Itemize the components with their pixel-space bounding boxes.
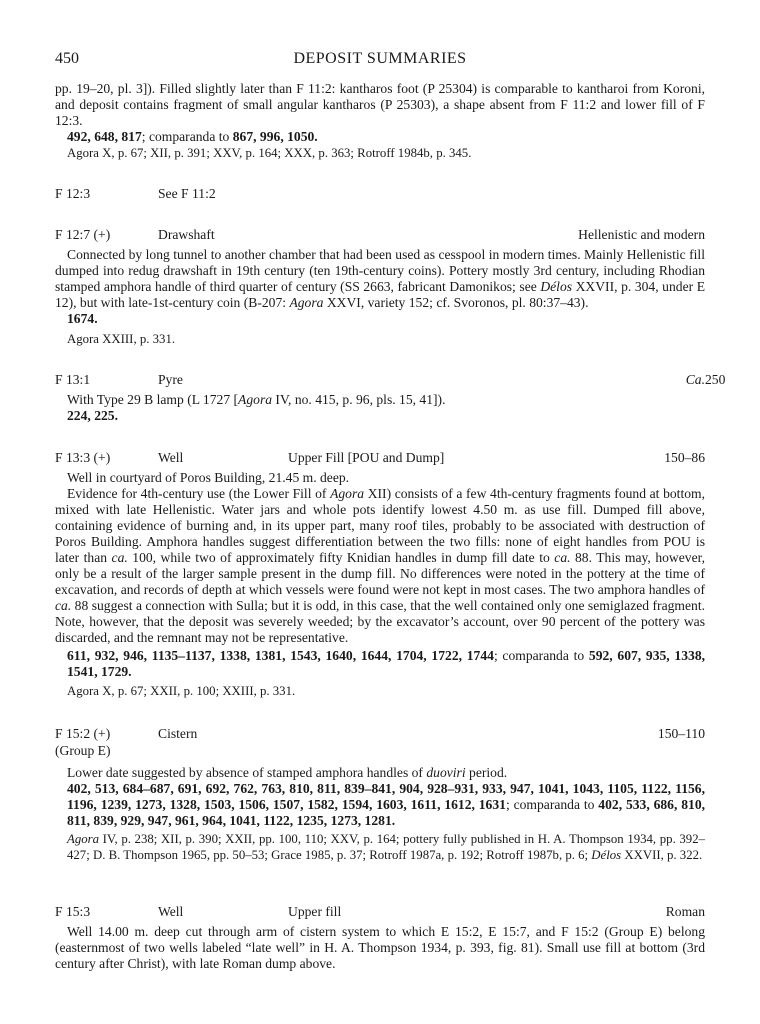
entry-description: Connected by long tunnel to another chamber that had been used as cesspool in modern times. Mainly Hellenistic fill dumped into redug drawshaft in 19th century (ten 19th-century coins). Pottery mostly 3rd century, including Rhodian stamped amphora handle of third quarter of century (SS 2663, fabricant Damonikos; see Délos XXVII, p. 304, under E 12), but with late-1st-century coin (B-207: Agora XXVI, variety 152; cf. Svoronos, pl. 80:37–43). <box>55 247 705 310</box>
entry-references: Agora XXIII, p. 331. <box>67 332 176 346</box>
deposit-id: F 12:7 (+) <box>55 227 111 242</box>
deposit-id: F 13:3 (+) <box>55 450 111 465</box>
deposit-date: Ca. 250 <box>685 372 726 387</box>
deposit-type: Pyre <box>158 372 183 387</box>
entry-f12-7 <box>55 227 705 347</box>
deposit-type: Well <box>158 904 184 919</box>
entry-f12-3 <box>55 186 705 203</box>
deposit-type: Drawshaft <box>158 227 215 242</box>
entry-continuation <box>55 81 705 161</box>
entry-description: With Type 29 B lamp (L 1727 [Agora IV, no. 415, p. 96, pls. 15, 41]). <box>67 392 446 407</box>
entry-references: Agora X, p. 67; XXII, p. 100; XXIII, p. 331. <box>67 684 296 698</box>
entry-catalog: 1674. <box>67 311 98 326</box>
deposit-id: F 13:1 <box>55 372 91 387</box>
deposit-fill: Upper fill <box>288 904 342 919</box>
deposit-id: F 15:2 (+) <box>55 726 111 741</box>
deposit-type: See F 11:2 <box>158 186 216 201</box>
entry-f13-1 <box>55 372 726 424</box>
entry-description: Evidence for 4th-century use (the Lower Fill of Agora XII) consists of a few 4th-century fragments found at bottom, mixed with late Hellenistic. Water jars and whole pots identify lowest 4.50 m. as use fill. Dumped fill above, containing evidence of burning and, in its upper part, many roof tiles, probably to be associated with destruction of Poros Building. Amphora handles suggest differentiation between the two fills: none of eight handles from POU is later than ca. 100, while two of approximately fifty Knidian handles in dump fill date to ca. 88. This may, however, only be a result of the larger sample present in the dump fill. No differences were noted in the pottery at the time of excavation, and records of depth at which vessels were found were not kept in most cases. The two amphora handles of ca. 88 suggest a connection with Sulla; but it is odd, in this case, that the well contained only one semiglazed fragment. Note, however, that the deposit was severely weeded; by the excavator’s account, over 90 percent of the pottery was discarded, and the remnant may not be representative. <box>55 486 706 645</box>
entry-catalog: 492, 648, 817; comparanda to 867, 996, 1050. <box>67 129 318 144</box>
deposit-date: Hellenistic and modern <box>578 227 705 242</box>
deposit-date: 150–86 <box>664 450 705 465</box>
deposit-type: Well <box>158 450 184 465</box>
entry-catalog: 402, 513, 684–687, 691, 692, 762, 763, 810, 811, 839–841, 904, 928–931, 933, 947, 1041, 1043, 1105, 1122, 1156, 1196, 1239, 1273, 1328, 1503, 1506, 1507, 1582, 1594, 1603, 1611, 1612, 1631; comparanda to 402, 533, 686, 810, 811, 839, 929, 947, 961, 964, 1041, 1122, 1235, 1273, 1281. <box>67 781 706 828</box>
entry-description: Lower date suggested by absence of stamped amphora handles of duoviri period. <box>67 765 508 780</box>
entry-description: pp. 19–20, pl. 3]). Filled slightly later than F 11:2: kantharos foot (P 25304) is comparable to kantharoi from Koroni, and deposit contains fragment of small angular kantharos (P 25303), a shape absent from F 11:2 and lower fill of F 12:3. <box>55 81 705 128</box>
deposit-id: F 12:3 <box>55 186 91 201</box>
entry-references: Agora IV, p. 238; XII, p. 390; XXII, pp. 100, 110; XXV, p. 164; pottery fully published in H. A. Thompson 1934, pp. 392–427; D. B. Thompson 1965, pp. 50–53; Grace 1985, p. 37; Rotroff 1987a, p. 192; Rotroff 1987b, p. 6; Délos XXVII, p. 322. <box>67 832 705 862</box>
running-title: DEPOSIT SUMMARIES <box>293 50 467 67</box>
deposit-fill: Upper Fill [POU and Dump] <box>288 450 445 465</box>
deposit-date: Roman <box>665 904 705 919</box>
entry-f15-2 <box>55 726 705 863</box>
deposit-type: Cistern <box>158 726 198 741</box>
page <box>55 0 726 1024</box>
deposit-date: 150–110 <box>657 726 705 741</box>
entry-f15-3 <box>55 904 705 972</box>
entry-description: Well 14.00 m. deep cut through arm of cistern system to which E 15:2, E 15:7, and F 15:2 (Group E) belong (easternmost of two wells labeled “late well” in H. A. Thompson 1934, p. 393, fig. 81). Small use fill at bottom (3rd century after Christ), with late Roman dump above. <box>55 924 705 971</box>
entry-catalog: 611, 932, 946, 1135–1137, 1338, 1381, 1543, 1640, 1644, 1704, 1722, 1744; comparanda to 592, 607, 935, 1338, 1541, 1729. <box>67 648 706 679</box>
entry-f13-3 <box>55 450 705 699</box>
page-number: 450 <box>55 50 79 67</box>
page-header <box>55 50 705 72</box>
entry-description: Well in courtyard of Poros Building, 21.45 m. deep. <box>67 470 350 485</box>
deposit-id: F 15:3 <box>55 904 91 919</box>
entry-references: Agora X, p. 67; XII, p. 391; XXV, p. 164; XXX, p. 363; Rotroff 1984b, p. 345. <box>67 146 472 160</box>
entry-catalog: 224, 225. <box>67 408 118 423</box>
deposit-group: (Group E) <box>55 743 111 758</box>
